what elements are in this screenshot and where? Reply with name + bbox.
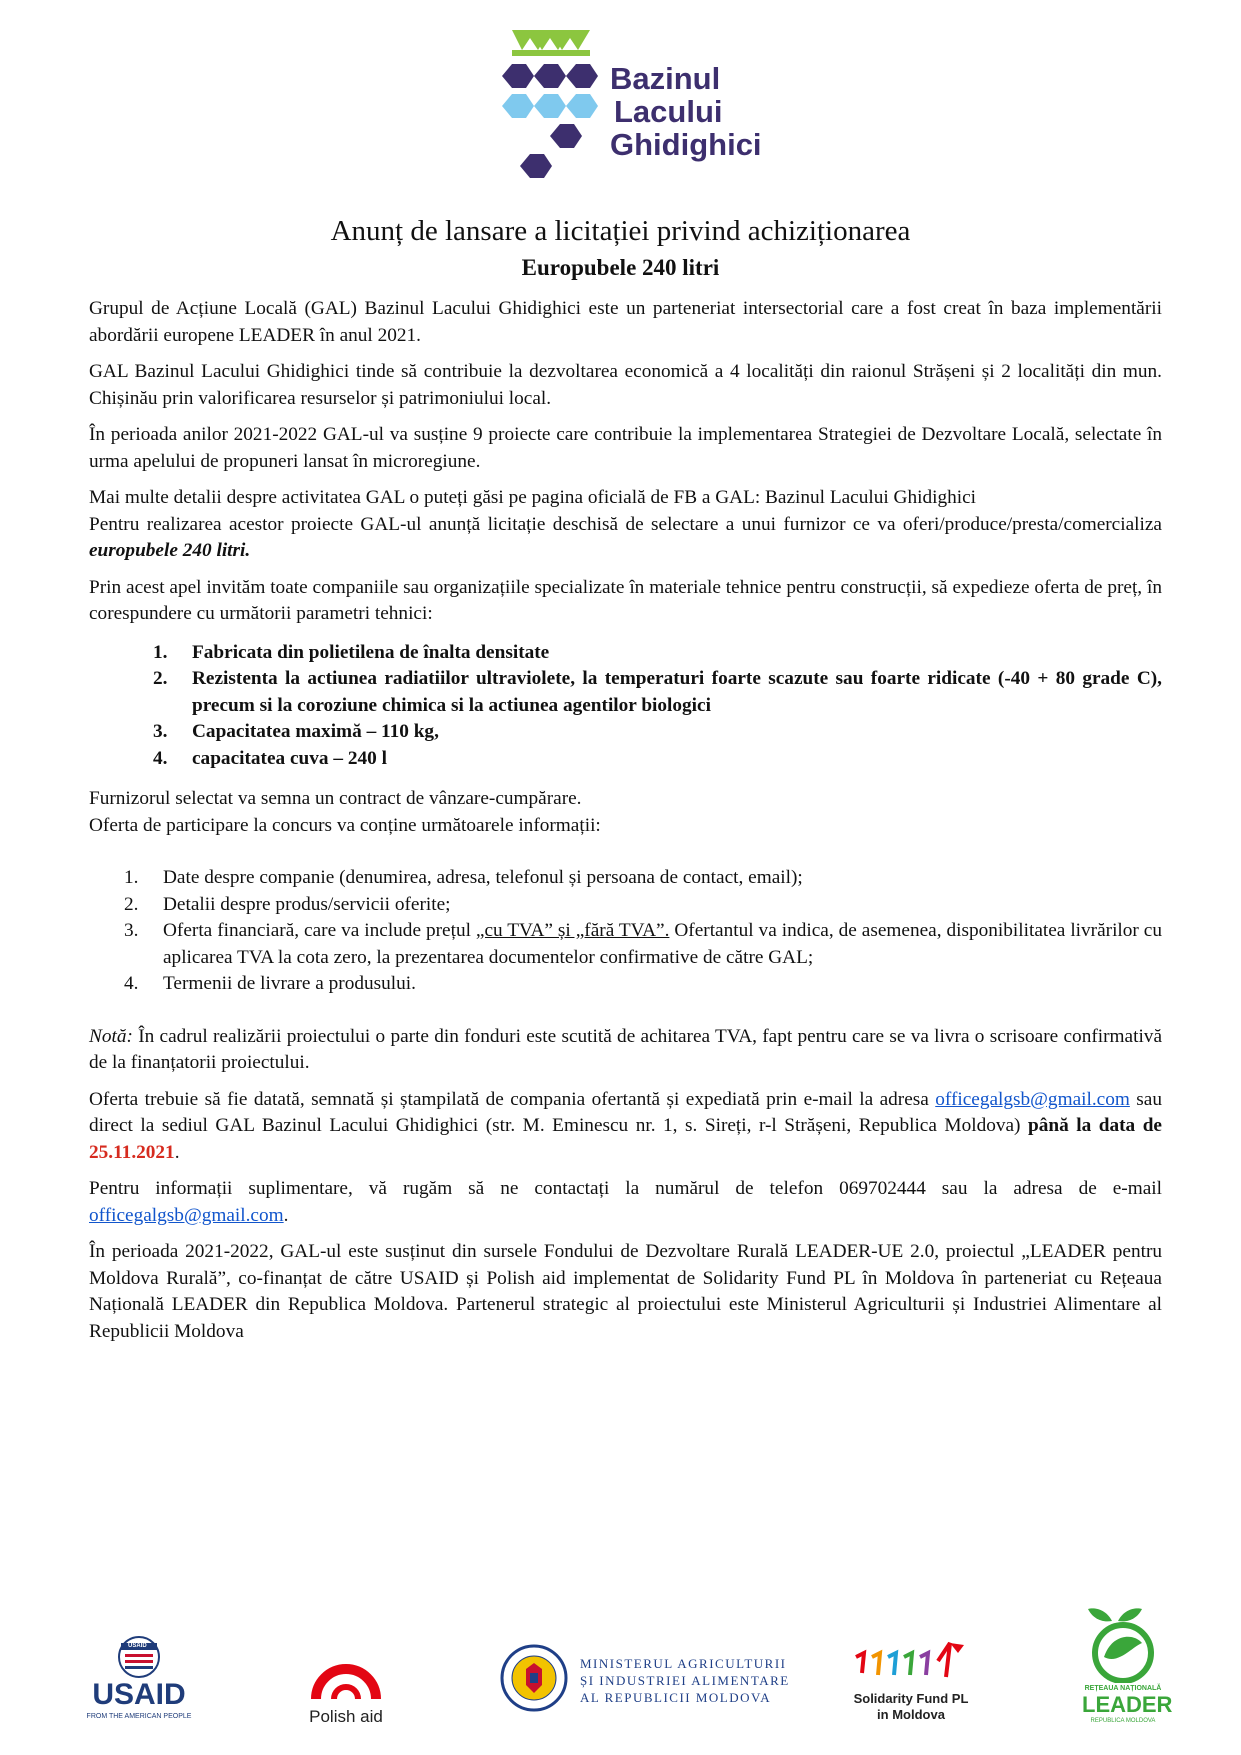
deadline-label: până la data de bbox=[1028, 1115, 1162, 1136]
vat-terms: „cu TVA” și „fără TVA”. bbox=[475, 920, 670, 941]
ministry-line-2: ȘI INDUSTRIEI ALIMENTARE bbox=[580, 1673, 790, 1688]
leader-network-sub: REPUBLICA MOLDOVA bbox=[1090, 1718, 1156, 1724]
logo-line-2: Lacului bbox=[614, 94, 723, 129]
list-number: 4. bbox=[124, 973, 139, 994]
partner-logos bbox=[0, 1595, 1241, 1735]
paragraph-offer-contents: Oferta de participare la concurs va conține următoarele informații: bbox=[89, 814, 601, 836]
page-title: Anunț de lansare a licitației privind achiziționarea bbox=[330, 215, 911, 247]
leader-network-logo bbox=[1082, 1603, 1173, 1731]
usaid-wordmark: USAID bbox=[92, 1678, 186, 1711]
list-item bbox=[89, 971, 1162, 998]
usaid-logo bbox=[84, 1635, 194, 1725]
paragraph-invitation: Prin acest apel invităm toate companiile sau organizațiile specializate în materiale tehnice pentru construcții, să expedieze oferta de preț, în corespundere cu următorii parametri tehnici: bbox=[89, 576, 1162, 624]
email-link[interactable]: officegalgsb@gmail.com bbox=[935, 1088, 1130, 1110]
paragraph-funding: În perioada 2021-2022, GAL-ul este susținut din sursele Fondului de Dezvoltare Rurală LEADER-UE 2.0, proiectul „LEADER pentru Moldova Rurală”, co-finanțat de către USAID și Polish aid implementat de Solidarity Fund PL în Moldova în parteneriat cu Rețeaua Națională LEADER din Republica Moldova. Partenerul strategic al proiectului este Ministerul Agriculturii și Industriei Alimentare al Republicii Moldova bbox=[89, 1241, 1162, 1342]
solidarity-line-2: in Moldova bbox=[877, 1707, 945, 1722]
tender-product: europubele 240 litri. bbox=[89, 540, 251, 561]
list-number: 2. bbox=[124, 893, 139, 915]
note-text: În cadrul realizării proiectului o parte din fonduri este scutită de achitarea TVA, fapt pentru care se va livra o scrisoare confirmativă de la finanțatorii proiectului. bbox=[89, 1025, 1162, 1073]
list-item bbox=[89, 666, 1162, 719]
hex-3 bbox=[566, 64, 598, 88]
list-item bbox=[89, 640, 1162, 667]
hexagon-cluster bbox=[502, 64, 598, 178]
list-number: 1. bbox=[153, 641, 168, 663]
ministry-line-1: MINISTERUL AGRICULTURII bbox=[580, 1656, 787, 1671]
list-item bbox=[89, 865, 1162, 892]
leader-wordmark: LEADER bbox=[1082, 1692, 1173, 1717]
paragraph-intro: Grupul de Acțiune Locală (GAL) Bazinul Lacului Ghidighici este un parteneriat intersectorial care a fost creat în baza implementării abordării europene LEADER în anul 2021. bbox=[89, 298, 1162, 346]
list-text: Fabricata din polietilena de înalta densitate bbox=[192, 641, 550, 663]
paragraph-contact bbox=[89, 1176, 1162, 1229]
submission-end: . bbox=[174, 1141, 180, 1163]
paragraph-projects: În perioada anilor 2021-2022 GAL-ul va susține 9 proiecte care contribuie la implementarea Strategiei de Dezvoltare Locală, selectate în urma apelului de propuneri lansat în microregiune. bbox=[89, 424, 1162, 472]
solidarity-line-1: Solidarity Fund PL bbox=[853, 1691, 969, 1706]
ministry-line-3: AL REPUBLICII MOLDOVA bbox=[580, 1690, 772, 1705]
document-body bbox=[89, 296, 1162, 1355]
deadline-date: 25.11.2021 bbox=[89, 1141, 175, 1163]
submission-text: Oferta trebuie să fie datată, semnată și ștampilată de compania ofertantă și expediată prin e-mail la adresa bbox=[89, 1088, 936, 1110]
crown-icon bbox=[512, 30, 590, 56]
page-subtitle: Europubele 240 litri bbox=[521, 255, 720, 280]
hex-7 bbox=[550, 124, 582, 148]
list-text: Detalii despre produs/servicii oferite; bbox=[163, 893, 451, 915]
list-number: 3. bbox=[124, 920, 139, 941]
logo-line-1: Bazinul bbox=[610, 61, 721, 96]
list-text: Date despre companie (denumirea, adresa, telefonul și persoana de contact, email); bbox=[163, 867, 803, 888]
polish-aid-label: Polish aid bbox=[309, 1707, 383, 1726]
paragraph-details: Mai multe detalii despre activitatea GAL o puteți găsi pe pagina oficială de FB a GAL: Bazinul Lacului Ghidighici bbox=[89, 487, 977, 508]
list-text: Ofertantul va indica, de asemenea, disponibilitatea livrărilor cu aplicarea TVA la cota zero, la prezentarea documentelor confirmative de către GAL; bbox=[163, 920, 1163, 968]
leader-network-top: REȚEAUA NAȚIONALĂ bbox=[1084, 1685, 1162, 1692]
solidarity-figures-icon bbox=[846, 1637, 976, 1691]
ministry-logo bbox=[500, 1635, 790, 1725]
technical-parameters-list bbox=[89, 640, 1162, 773]
list-number: 4. bbox=[153, 747, 168, 769]
solidarity-fund-logo bbox=[846, 1637, 976, 1729]
list-text: Termenii de livrare a produsului. bbox=[163, 973, 416, 994]
hex-1 bbox=[502, 64, 534, 88]
paragraph-goal: GAL Bazinul Lacului Ghidighici tinde să contribuie la dezvoltarea economică a 4 localități din raionul Strășeni și 2 localități din mun. Chișinău prin valorificarea resurselor și patrimoniului local. bbox=[89, 361, 1162, 409]
ministry-emblem-icon bbox=[500, 1635, 568, 1721]
logo-name bbox=[610, 62, 762, 161]
tender-text: Pentru realizarea acestor proiecte GAL-ul anunță licitație deschisă de selectare a unui furnizor ce va oferi/produce/presta/comercializa bbox=[89, 513, 1162, 535]
hex-8 bbox=[520, 154, 552, 178]
list-item bbox=[89, 719, 1162, 746]
paragraph-note bbox=[89, 1024, 1162, 1077]
paragraph-contract: Furnizorul selectat va semna un contract de vânzare-cumpărare. bbox=[89, 788, 582, 809]
polish-aid-logo bbox=[296, 1649, 396, 1729]
list-text: Capacitatea maximă – 110 kg, bbox=[192, 721, 439, 742]
paragraph-submission bbox=[89, 1087, 1162, 1167]
email-link[interactable]: officegalgsb@gmail.com bbox=[89, 1204, 284, 1226]
list-item bbox=[89, 918, 1162, 971]
hex-4 bbox=[502, 94, 534, 118]
submission-address: sau direct la sediul GAL Bazinul Lacului Ghidighici (str. M. Eminescu nr. 1, s. Sireți, r-l Strășeni, Republica Moldova) bbox=[89, 1088, 1162, 1136]
list-number: 1. bbox=[124, 867, 139, 888]
list-item bbox=[89, 746, 1162, 773]
hex-2 bbox=[534, 64, 566, 88]
list-text: capacitatea cuva – 240 l bbox=[192, 747, 387, 769]
leader-leaf-icon bbox=[1082, 1603, 1164, 1683]
list-number: 3. bbox=[153, 721, 168, 742]
ministry-name bbox=[580, 1655, 790, 1706]
list-text: Rezistenta la actiunea radiatiilor ultraviolete, la temperaturi foarte scazute sau foarte ridicate (-40 + 80 grade C), precum si la coroziune chimica si la actiunea agentilor biologici bbox=[192, 668, 1162, 716]
logo-line-3: Ghidighici bbox=[610, 127, 762, 162]
contact-text: Pentru informații suplimentare, vă rugăm să ne contactați la numărul de telefon 069702444 sau la adresa de e-mail bbox=[89, 1178, 1162, 1199]
list-number: 2. bbox=[153, 668, 168, 689]
solidarity-name bbox=[846, 1691, 976, 1723]
note-label: Notă: bbox=[89, 1025, 133, 1047]
paragraph-tender bbox=[89, 512, 1162, 565]
usaid-tagline: FROM THE AMERICAN PEOPLE bbox=[86, 1713, 192, 1720]
hex-5 bbox=[534, 94, 566, 118]
list-text: Oferta financiară, care va include prețul bbox=[163, 920, 476, 941]
hex-6 bbox=[566, 94, 598, 118]
contact-end: . bbox=[283, 1204, 289, 1226]
polish-aid-icon bbox=[296, 1649, 396, 1705]
offer-requirements-list bbox=[89, 865, 1162, 998]
list-item bbox=[89, 892, 1162, 919]
usaid-seal-text: USAID bbox=[128, 1643, 147, 1649]
